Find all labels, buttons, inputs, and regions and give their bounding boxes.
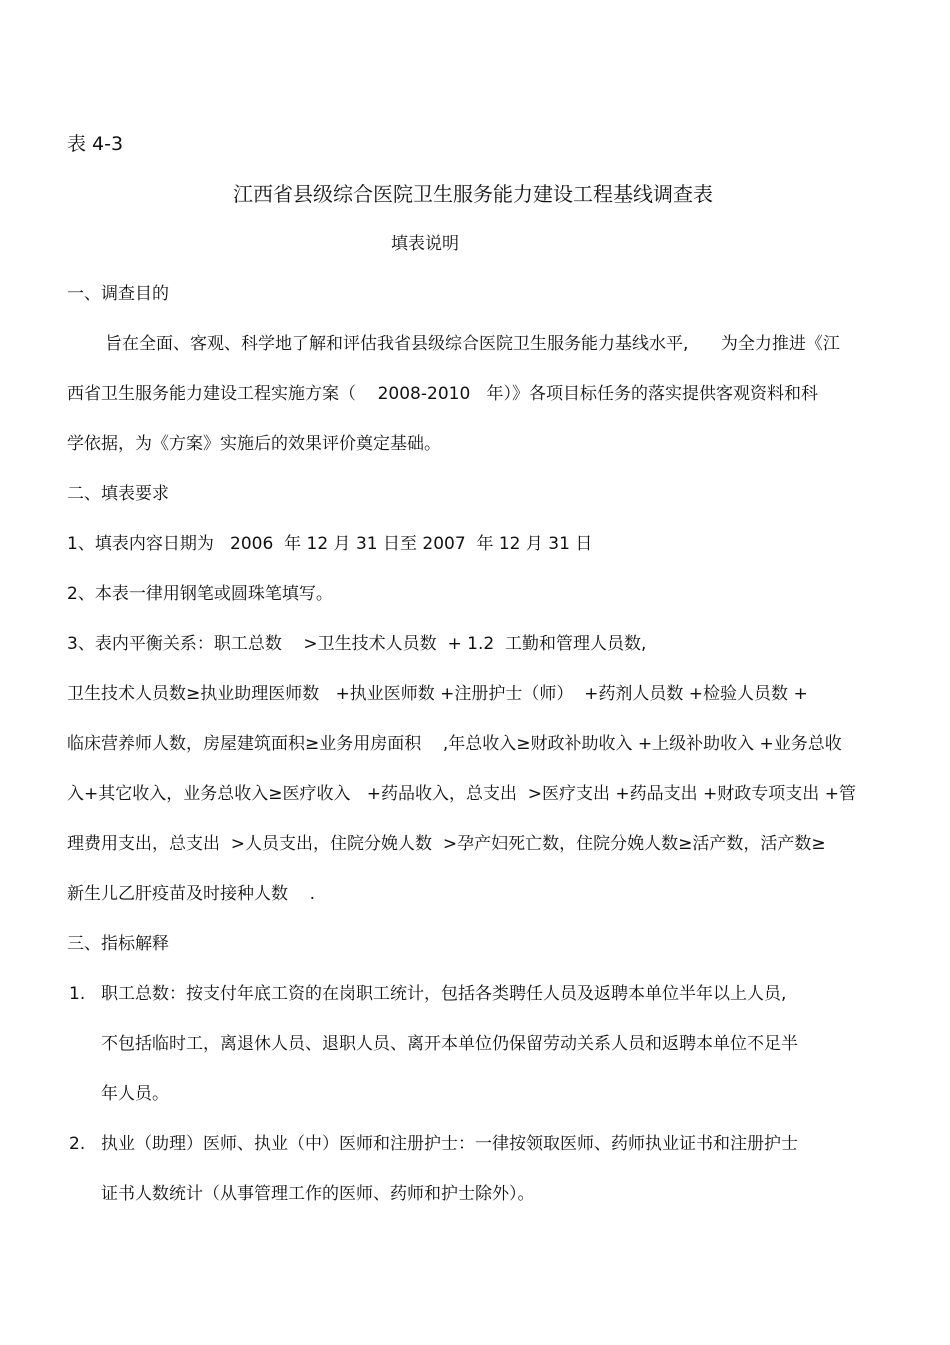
requirement-line: 临床营养师人数，房屋建筑面积≥业务用房面积 ,年总收入≥财政补助收入 +上级补助收入 +业务总收 bbox=[67, 734, 842, 754]
requirement-line: 2、本表一律用钢笔或圆珠笔填写。 bbox=[67, 584, 333, 604]
definition-line: 执业（助理）医师、执业（中）医师和注册护士：一律按领取医师、药师执业证书和注册护士 bbox=[101, 1134, 798, 1154]
requirement-line: 1、填表内容日期为 2006 年 12 月 31 日至 2007 年 12 月 31 日 bbox=[67, 534, 593, 554]
table-label: 表 4-3 bbox=[67, 133, 124, 155]
document-title: 江西省县级综合医院卫生服务能力建设工程基线调查表 bbox=[233, 182, 713, 206]
paragraph-line: 旨在全面、客观、科学地了解和评估我省县级综合医院卫生服务能力基线水平, 为全力推进《江 bbox=[105, 334, 840, 354]
definition-line: 职工总数：按支付年底工资的在岗职工统计，包括各类聘任人员及返聘本单位半年以上人员, bbox=[101, 984, 787, 1004]
section-heading: 二、填表要求 bbox=[67, 484, 169, 504]
definition-line: 不包括临时工，离退休人员、退职人员、离开本单位仍保留劳动关系人员和返聘本单位不足半 bbox=[101, 1034, 798, 1054]
requirement-line: 新生儿乙肝疫苗及时接种人数 . bbox=[67, 884, 316, 904]
section-heading: 三、指标解释 bbox=[67, 934, 169, 954]
item-number: 2. bbox=[69, 1134, 86, 1154]
requirement-line: 卫生技术人员数≥执业助理医师数 +执业医师数 +注册护士（师） +药剂人员数 +检验人员数 + bbox=[67, 684, 808, 704]
paragraph-line: 西省卫生服务能力建设工程实施方案（ 2008-2010 年）》各项目标任务的落实提供客观资料和科 bbox=[67, 384, 818, 404]
requirement-line: 入+其它收入，业务总收入≥医疗收入 +药品收入，总支出 >医疗支出 +药品支出 +财政专项支出 +管 bbox=[67, 784, 856, 804]
item-number: 1. bbox=[69, 984, 86, 1004]
section-heading: 一、调查目的 bbox=[67, 284, 169, 304]
document-subtitle: 填表说明 bbox=[391, 234, 459, 254]
requirement-line: 3、表内平衡关系：职工总数 >卫生技术人员数 + 1.2 工勤和管理人员数, bbox=[67, 634, 647, 654]
requirement-line: 理费用支出，总支出 >人员支出，住院分娩人数 >孕产妇死亡数，住院分娩人数≥活产数，活产数≥ bbox=[67, 834, 826, 854]
definition-line: 证书人数统计（从事管理工作的医师、药师和护士除外）。 bbox=[101, 1184, 535, 1204]
paragraph-line: 学依据，为《方案》实施后的效果评价奠定基础。 bbox=[67, 434, 441, 454]
definition-line: 年人员。 bbox=[101, 1084, 169, 1104]
